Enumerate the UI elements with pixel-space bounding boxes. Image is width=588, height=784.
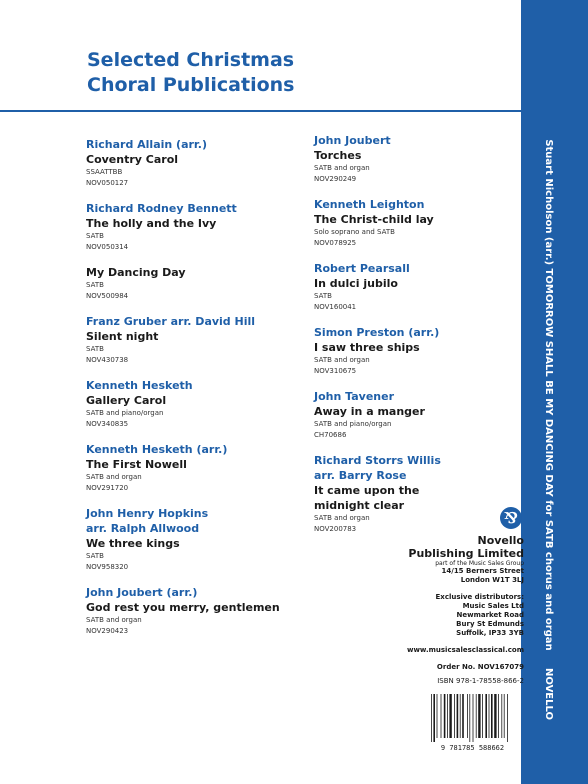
barcode-bar (449, 694, 451, 738)
publication-list-right (314, 133, 514, 535)
barcode-digits: 9 781785 588662 (440, 744, 505, 752)
title-divider (0, 110, 521, 112)
publisher-name (384, 534, 524, 560)
barcode-bar (478, 694, 480, 738)
barcode-bar (431, 694, 432, 742)
catalogue-number: NOV290249 (314, 175, 357, 183)
catalogue-number: NOV310675 (314, 367, 357, 375)
page-title (87, 48, 295, 98)
order-number: Order No. NOV167079 (436, 663, 524, 671)
composer-name: Franz Gruber arr. David Hill (86, 315, 256, 328)
publisher-name-line-2: Publishing Limited (408, 547, 524, 560)
distributors-block (384, 593, 524, 638)
publisher-name-line-1: Novello (477, 534, 524, 547)
voicing: SATB (314, 292, 332, 300)
barcode-bar (473, 694, 474, 742)
composer-name: Richard Storrs Willis arr. Barry Rose (314, 454, 441, 482)
publication-entry (314, 389, 514, 441)
publication-entry (86, 442, 301, 494)
voicing: SATB and piano/organ (86, 409, 164, 417)
composer-name: John Joubert (314, 134, 391, 147)
barcode-bar (457, 694, 459, 738)
barcode-bar (485, 694, 487, 738)
barcode-bar (444, 694, 446, 738)
voicing: SATB and organ (86, 616, 142, 624)
voicing: SATB (86, 552, 104, 560)
voicing: SSAATTBB (86, 168, 123, 176)
barcode-bar (447, 694, 448, 738)
barcode-bar (433, 694, 435, 742)
barcode-bar (504, 694, 505, 738)
publication-entry (86, 585, 301, 637)
spine-title: Stuart Nicholson (arr.) TOMORROW SHALL BE MY DANCING DAY for SATB chorus and organ (543, 139, 554, 651)
composer-name: John Tavener (314, 390, 394, 403)
distributors-line-1: Exclusive distributors: (435, 593, 524, 601)
barcode-bar (460, 694, 461, 738)
catalogue-number: NOV200783 (314, 525, 357, 533)
piece-title: Coventry Carol (86, 153, 179, 166)
website-link[interactable]: www.musicsalesclassical.com (407, 646, 524, 654)
catalogue-number: NOV050314 (86, 243, 129, 251)
piece-title: Silent night (86, 330, 159, 343)
catalogue-number: NOV500984 (86, 292, 129, 300)
piece-title: The Christ-child lay (314, 213, 434, 226)
publication-entry (314, 261, 514, 313)
publication-entry (86, 506, 301, 573)
composer-name: Simon Preston (arr.) (314, 326, 440, 339)
barcode-bar (489, 694, 490, 738)
composer-name: Kenneth Leighton (314, 198, 425, 211)
catalogue-number: NOV050127 (86, 179, 129, 187)
barcode-bar (498, 694, 499, 738)
composer-name: Kenneth Hesketh (86, 379, 193, 392)
publication-entry (314, 453, 514, 535)
piece-title: It came upon the midnight clear (314, 484, 420, 512)
barcode-bar (469, 694, 470, 742)
voicing: SATB and organ (86, 473, 142, 481)
isbn: ISBN 978-1-78558-866-2 (437, 677, 524, 685)
publication-entry (86, 314, 301, 366)
barcode-bar (441, 694, 442, 738)
piece-title: Torches (314, 149, 362, 162)
distributors-line-5: Suffolk, IP33 3YB (456, 629, 524, 637)
publication-list-left (86, 137, 301, 637)
barcode-bar (454, 694, 455, 738)
piece-title: Away in a manger (314, 405, 425, 418)
composer-name: John Joubert (arr.) (86, 586, 198, 599)
piece-title: We three kings (86, 537, 180, 550)
distributors-line-4: Bury St Edmunds (456, 620, 524, 628)
novello-logo-icon: ⅋ (500, 507, 522, 529)
voicing: Solo soprano and SATB (314, 228, 395, 236)
piece-title: Gallery Carol (86, 394, 167, 407)
barcode-bar (482, 694, 483, 738)
address-line-2: London W1T 3LJ (460, 576, 524, 584)
publication-entry (86, 137, 301, 189)
voicing: SATB and piano/organ (314, 420, 392, 428)
piece-title: The First Nowell (86, 458, 187, 471)
piece-title: I saw three ships (314, 341, 420, 354)
address-line-1: 14/15 Berners Street (441, 567, 524, 575)
publisher-group: part of the Music Sales Group (435, 560, 524, 567)
composer-name: Kenneth Hesketh (arr.) (86, 443, 228, 456)
barcode-bar (437, 694, 438, 738)
page-title-line-2: Choral Publications (87, 74, 295, 96)
catalogue-number: NOV291720 (86, 484, 129, 492)
barcode-bar (491, 694, 493, 738)
publisher-address (384, 567, 524, 585)
catalogue-number: NOV290423 (86, 627, 129, 635)
publication-entry (314, 197, 514, 249)
publication-entry (86, 201, 301, 253)
publication-entry (86, 378, 301, 430)
catalogue-number: NOV078925 (314, 239, 357, 247)
publication-entry (314, 133, 514, 185)
barcode-bar (507, 694, 508, 742)
composer-name: Robert Pearsall (314, 262, 410, 275)
voicing: SATB and organ (314, 514, 370, 522)
voicing: SATB (86, 345, 104, 353)
catalogue-number: NOV958320 (86, 563, 129, 571)
barcode-bar (501, 694, 502, 738)
barcode-bar (467, 694, 468, 738)
voicing: SATB and organ (314, 356, 370, 364)
piece-title: God rest you merry, gentlemen (86, 601, 280, 614)
catalogue-number: NOV430738 (86, 356, 129, 364)
voicing: SATB and organ (314, 164, 370, 172)
spine-brand: NOVELLO (543, 667, 554, 721)
publication-entry (86, 265, 301, 302)
catalogue-number: NOV160041 (314, 303, 357, 311)
barcode (425, 692, 520, 752)
barcode-bar (494, 694, 496, 738)
distributors-line-3: Newmarket Road (456, 611, 524, 619)
composer-name: John Henry Hopkins arr. Ralph Allwood (86, 507, 209, 535)
voicing: SATB (86, 281, 104, 289)
piece-title: In dulci jubilo (314, 277, 398, 290)
composer-name: Richard Allain (arr.) (86, 138, 207, 151)
barcode-bar (476, 694, 477, 738)
publication-entry (314, 325, 514, 377)
composer-name: Richard Rodney Bennett (86, 202, 237, 215)
catalogue-number: NOV340835 (86, 420, 129, 428)
barcode-bar (462, 694, 464, 738)
piece-title: The holly and the Ivy (86, 217, 217, 230)
piece-title: My Dancing Day (86, 266, 186, 279)
page-title-line-1: Selected Christmas (87, 49, 295, 71)
voicing: SATB (86, 232, 104, 240)
catalogue-number: CH70686 (314, 431, 347, 439)
distributors-line-2: Music Sales Ltd (462, 602, 524, 610)
